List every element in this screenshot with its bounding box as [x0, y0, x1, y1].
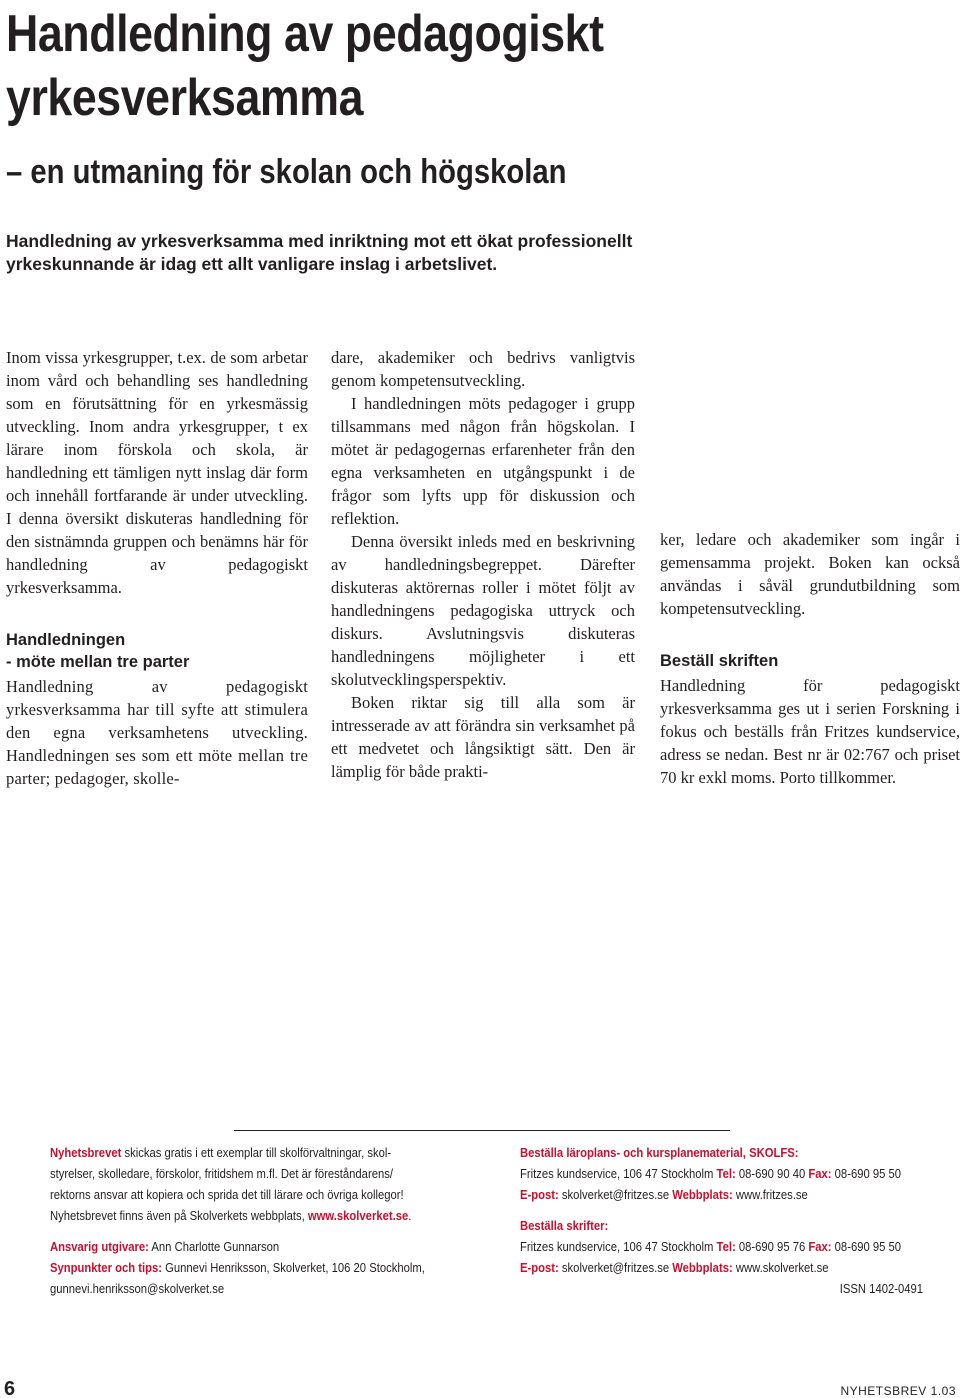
web-label: Webbplats:	[672, 1187, 733, 1202]
column-3	[660, 528, 960, 789]
fax-label-2: Fax:	[808, 1239, 832, 1254]
order2-tel: 08-690 95 76	[735, 1239, 809, 1254]
col2-paragraph-2: I handledningen möts pedagoger i grupp tillsammans med någon från högskolan. I mötet är pedagogernas erfarenheter från den egna verksamheten en utgångspunkt i de frågor som lyfts upp för diskussion och reflektion.	[331, 394, 635, 528]
page-subtitle: – en utmaning för skolan och högskolan	[6, 153, 567, 191]
col2-paragraph-1: dare, akademiker och bedrivs vanligtvis genom kompetensutveckling.	[331, 348, 635, 390]
title-line-2: yrkesverksamma	[6, 69, 364, 127]
col1-paragraph-1: Inom vissa yrkesgrupper, t.ex. de som arbetar inom vård och behandling ses handledning som en förutsättning för en yrkesmässig utveckling. Inom andra yrkesgrupper, t ex lärare inom förskola och skola, är handledning ett tämligen nytt inslag där form och innehåll fortfarande är under utveckling. I denna översikt diskuteras handledning för den sistnämnda gruppen och benämns här för handledning av pedagogiskt yrkesverksamma.	[6, 348, 308, 597]
col2-paragraph-4: Boken riktar sig till alla som är intresserade av att förändra sin verksamhet på ett medvetet och långsiktigt sätt. Den är lämplig för både prakti-	[331, 693, 635, 781]
newsletter-text-3: rektorns ansvar att kopiera och sprida det till lärare och övriga kollegor!	[50, 1187, 404, 1202]
feedback-label: Synpunkter och tips:	[50, 1260, 163, 1275]
responsible-name: Ann Charlotte Gunnarson	[148, 1239, 280, 1254]
website-link[interactable]: www.skolverket.se	[307, 1208, 409, 1223]
column-1	[6, 346, 308, 790]
lead-paragraph: Handledning av yrkesverksamma med inriktning mot ett ökat professionellt yrkeskunnande är idag ett allt vanligare inslag i arbetslivet.	[6, 231, 633, 274]
section-heading-handledningen	[6, 629, 308, 673]
newsletter-text-2: styrelser, skolledare, förskolor, fritidshem m.fl. Det är föreståndarens/	[50, 1166, 393, 1181]
tel-label: Tel:	[716, 1166, 736, 1181]
order1-web[interactable]: www.fritzes.se	[732, 1187, 808, 1202]
tel-label-2: Tel:	[716, 1239, 736, 1254]
col1-paragraph-2: Handledning av pedagogiskt yrkesverksamma har till syfte att stimulera den egna verksamhetens utveckling. Handledningen ses som ett möte mellan tre parter; pedagoger, skolle-	[6, 677, 308, 788]
order1-tel: 08-690 90 40	[735, 1166, 809, 1181]
feedback-address: Gunnevi Henriksson, Skolverket, 106 20 Stockholm,	[162, 1260, 425, 1275]
footer-divider	[234, 1130, 730, 1131]
order1-address: Fritzes kundservice, 106 47 Stockholm	[520, 1166, 717, 1181]
column-2	[331, 346, 635, 783]
order2-heading: Beställa skrifter:	[520, 1218, 609, 1233]
col3-paragraph-1: ker, ledare och akademiker som ingår i gemensamma projekt. Boken kan också användas i såväl grundutbildning som kompetensutveckling.	[660, 530, 960, 618]
order1-heading: Beställa läroplans- och kursplanematerial, SKOLFS:	[520, 1145, 799, 1160]
title-line-1: Handledning av pedagogiskt	[6, 5, 604, 63]
order1-email[interactable]: skolverket@fritzes.se	[558, 1187, 673, 1202]
email-label-2: E-post:	[520, 1260, 559, 1275]
issue-label: NYHETSBREV 1.03	[840, 1384, 956, 1398]
issn-number: ISSN 1402-0491	[839, 1281, 924, 1296]
order2-address: Fritzes kundservice, 106 47 Stockholm	[520, 1239, 717, 1254]
footer-order-info	[520, 1142, 925, 1299]
heading-line-2: - möte mellan tre parter	[6, 653, 190, 671]
newsletter-label: Nyhetsbrevet	[50, 1145, 122, 1160]
footer-newsletter-info: Nyhetsbrevet skickas gratis i ett exemplar till skolförvaltningar, skol- styrelser, skolledare, förskolor, fritidshem m.fl. Det är föreståndarens/ rektorns ansvar att kopiera och sprida det till lärare och övriga kollegor! Nyhetsbrevet finns även på Skolverkets webbplats, www.skolverket.se. Ansvarig utgivare: Ann Charlotte Gunnarson Synpunkter och tips: Gunnevi Henriksson, Skolverket, 106 20 Stockholm, gunnevi.henriksson@skolverket.se	[50, 1142, 464, 1299]
col3-paragraph-2: Handledning för pedagogiskt yrkesverksamma ges ut i serien Forskning i fokus och beställs från Fritzes kundservice, adress se nedan. Best nr är 02:767 och priset 70 kr exkl moms. Porto tillkommer.	[660, 676, 960, 787]
section-heading-bestall: Beställ skriften	[660, 652, 779, 670]
heading-line-1: Handledningen	[6, 631, 126, 649]
responsible-label: Ansvarig utgivare:	[50, 1239, 149, 1254]
newsletter-text-4: Nyhetsbrevet finns även på Skolverkets webbplats,	[50, 1208, 308, 1223]
order1-fax: 08-690 95 50	[831, 1166, 902, 1181]
order2-fax: 08-690 95 50	[831, 1239, 902, 1254]
order2-web[interactable]: www.skolverket.se	[732, 1260, 829, 1275]
page-number: 6	[4, 1378, 16, 1398]
web-label-2: Webbplats:	[672, 1260, 733, 1275]
newsletter-text: skickas gratis i ett exemplar till skolförvaltningar, skol-	[121, 1145, 392, 1160]
col2-paragraph-3: Denna översikt inleds med en beskrivning av handledningsbegreppet. Därefter diskuteras aktörernas roller i mötet följt av handledningens pedagogiska uttryck och diskurs. Avslutningsvis diskuteras handledningens möjligheter i ett skolutvecklingsperspektiv.	[331, 532, 635, 689]
fax-label: Fax:	[808, 1166, 832, 1181]
feedback-email[interactable]: gunnevi.henriksson@skolverket.se	[50, 1281, 225, 1296]
page-title	[6, 2, 780, 130]
email-label: E-post:	[520, 1187, 559, 1202]
order2-email[interactable]: skolverket@fritzes.se	[558, 1260, 673, 1275]
